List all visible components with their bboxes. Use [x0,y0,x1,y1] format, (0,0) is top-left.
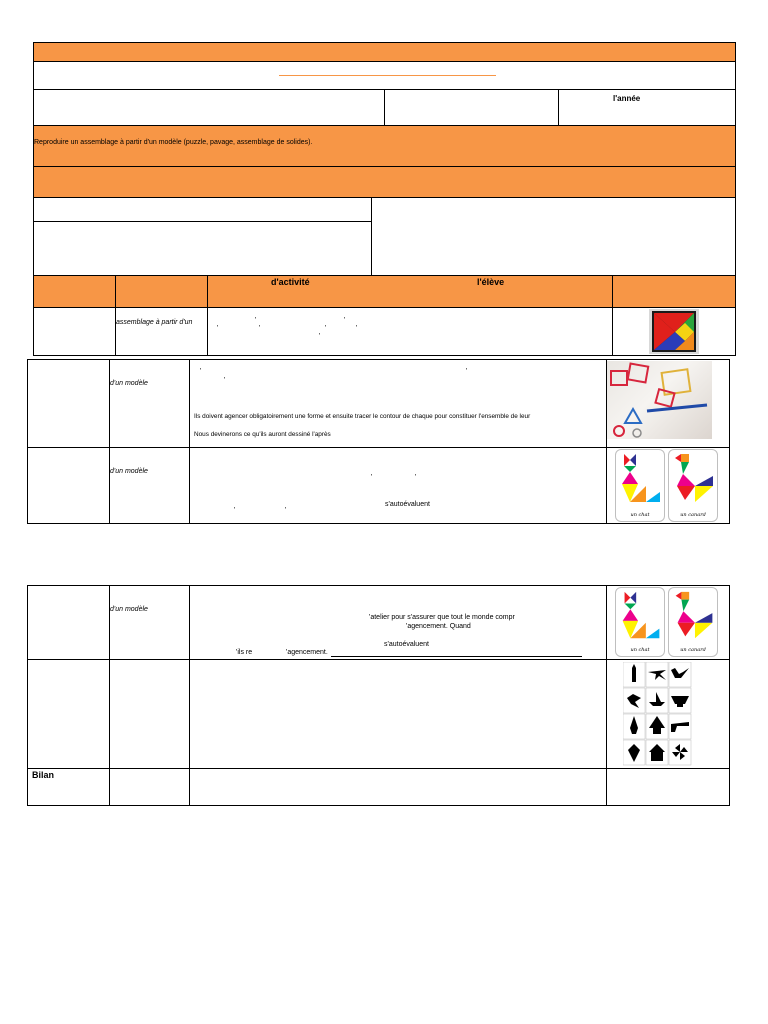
silhouettes-grid-icon [623,662,713,766]
fragment: ' [371,474,373,481]
card-duck-caption: un canard [680,512,706,518]
fragment: ' [344,317,346,324]
r4-underline [331,656,582,657]
r3-col2 [109,447,190,524]
r3-self-eval: s'autoévaluent [385,501,430,508]
fragment: ' [325,325,327,332]
r3-col2-text: d'un modèle [110,468,148,475]
fragment: ' [356,325,358,332]
r3-col3 [189,447,607,524]
r4-line4a: 'ils re [236,649,253,656]
info-cell-year [558,89,736,126]
r2-line1: Ils doivent agencer obligatoirement une forme et ensuite tracer le contour de chaque pour constituer l'ensemble de leur [194,413,531,420]
r2-col3 [189,359,607,448]
card-duck-2-caption: un canard [680,647,706,653]
r1-col1 [33,307,116,356]
title-bar [33,42,736,62]
info-cell-2 [384,89,559,126]
r4-col2 [109,585,190,660]
r6-col1 [27,768,110,806]
th-activite: d'activité [271,277,310,287]
cat-tangram-icon [616,450,665,510]
photo-icon [607,361,712,439]
r4-col2-text: d'un modèle [110,606,148,613]
title-underline [279,75,496,76]
fragment: ' [200,368,202,375]
fragment: ' [234,507,236,514]
r4-col1 [27,585,110,660]
r6-col5 [606,768,730,806]
r3-col1 [27,447,110,524]
fragment: ' [224,377,226,384]
r5-col5 [606,659,730,769]
r2-line2: Nous devinerons ce qu'ils auront dessiné l'après [194,431,331,438]
fragment: ' [259,325,261,332]
info-cell-1 [33,89,385,126]
th-col5 [612,275,736,308]
r1-col2-text: assemblage à partir d'un [116,319,193,326]
r3-col5 [606,447,730,524]
r2-col2 [109,359,190,448]
th-col2 [115,275,208,308]
cell-right-block [371,197,736,276]
th-col3 [207,275,613,308]
objective-text: Reproduire un assemblage à partir d'un modèle (puzzle, pavage, assemblage de solides). [34,139,313,146]
r2-col1 [27,359,110,448]
r4-line1: 'atelier pour s'assurer que tout le monde compr [369,614,515,621]
shapes-photo [607,361,712,439]
fragment: ' [255,317,257,324]
fragment: ' [466,368,468,375]
th-eleve: l'élève [477,277,505,287]
tangram-icon [649,309,699,354]
objective-row [33,125,736,167]
r1-col5 [612,307,736,356]
r6-col2 [109,768,190,806]
r5-col3 [189,659,607,769]
title-row [33,61,736,90]
bilan-label: Bilan [32,770,55,780]
card-duck [668,449,718,522]
r4-col3 [189,585,607,660]
fragment: ' [415,474,417,481]
year-label: l'année [613,94,641,103]
section-bar [33,166,736,198]
r1-col3 [207,307,613,356]
r2-col5 [606,359,730,448]
th-col1 [33,275,116,308]
r4-line2: 'agencement. Quand [406,623,471,630]
r4-self-eval: s'autoévaluent [384,641,429,648]
r5-col1 [27,659,110,769]
cell-left-bottom [33,221,372,276]
card-cat-caption: un chat [630,512,650,518]
r4-col5 [606,585,730,660]
duck-tangram-icon [669,588,718,646]
card-cat [615,449,665,522]
r1-col2 [115,307,208,356]
r5-col2 [109,659,190,769]
fragment: ' [319,333,321,340]
card-duck-2 [668,587,718,657]
fragment: ' [285,507,287,514]
cell-left-top [33,197,372,222]
r2-col2-text: d'un modèle [110,380,148,387]
cat-tangram-icon [616,588,665,646]
duck-tangram-icon [669,450,718,510]
fragment: ' [217,325,219,332]
tangram-image [649,309,699,354]
card-cat-2 [615,587,665,657]
r4-line4b: 'agencement. [286,649,328,656]
card-cat-2-caption: un chat [630,647,650,653]
r6-col3 [189,768,607,806]
